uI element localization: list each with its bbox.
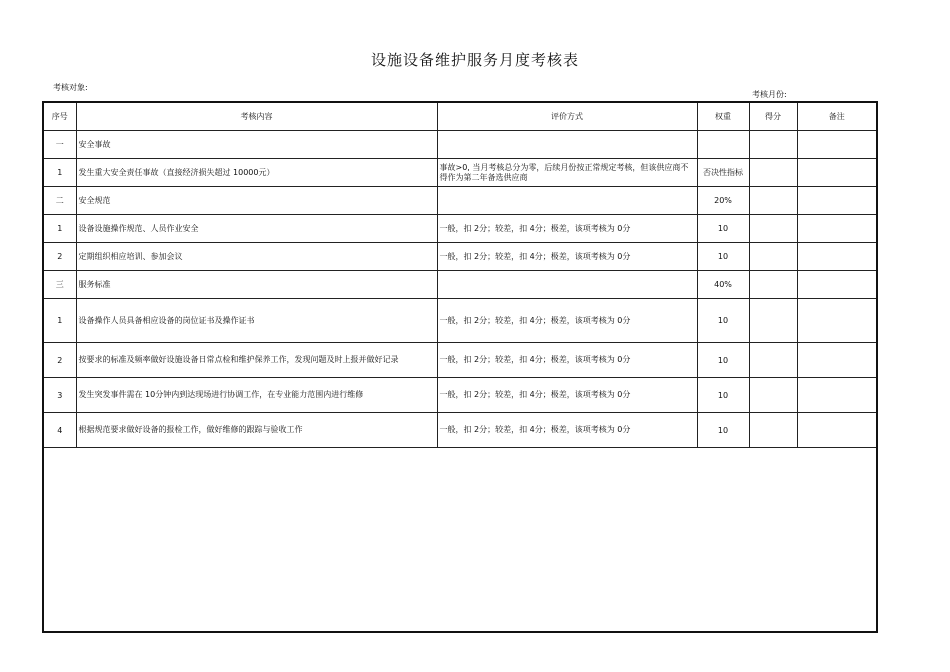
row-content: 设备设施操作规范、人员作业安全 bbox=[76, 215, 437, 243]
table-row bbox=[43, 131, 877, 159]
row-score[interactable] bbox=[749, 378, 797, 413]
row-method: 一般，扣 2分；较差，扣 4分；极差，该项考核为 0分 bbox=[437, 215, 697, 243]
row-no: 4 bbox=[43, 413, 76, 448]
table-header-row bbox=[43, 102, 877, 131]
assessment-month-label: 考核月份: bbox=[752, 90, 787, 99]
table-row bbox=[43, 271, 877, 299]
row-remark[interactable] bbox=[797, 299, 877, 343]
row-score[interactable] bbox=[749, 187, 797, 215]
row-score[interactable] bbox=[749, 131, 797, 159]
row-no: 1 bbox=[43, 159, 76, 187]
row-weight: 10 bbox=[697, 243, 749, 271]
row-method: 一般，扣 2分；较差，扣 4分；极差，该项考核为 0分 bbox=[437, 343, 697, 378]
row-score[interactable] bbox=[749, 159, 797, 187]
empty-area-row bbox=[43, 448, 877, 633]
row-method bbox=[437, 271, 697, 299]
row-no: 二 bbox=[43, 187, 76, 215]
row-no: 2 bbox=[43, 343, 76, 378]
row-method: 一般，扣 2分；较差，扣 4分；极差，该项考核为 0分 bbox=[437, 243, 697, 271]
row-no: 1 bbox=[43, 215, 76, 243]
empty-area bbox=[43, 448, 877, 633]
row-weight: 10 bbox=[697, 299, 749, 343]
row-method: 一般，扣 2分；较差，扣 4分；极差，该项考核为 0分 bbox=[437, 378, 697, 413]
header-score: 得分 bbox=[749, 102, 797, 131]
row-remark[interactable] bbox=[797, 271, 877, 299]
table-row bbox=[43, 159, 877, 187]
row-method: 事故>0, 当月考核总分为零，后续月份按正常规定考核，但该供应商不得作为第二年备选供应商 bbox=[437, 159, 697, 187]
row-content: 定期组织相应培训、参加会议 bbox=[76, 243, 437, 271]
row-content: 设备操作人员具备相应设备的岗位证书及操作证书 bbox=[76, 299, 437, 343]
row-remark[interactable] bbox=[797, 243, 877, 271]
row-method: 一般，扣 2分；较差，扣 4分；极差，该项考核为 0分 bbox=[437, 299, 697, 343]
row-content: 安全规范 bbox=[76, 187, 437, 215]
row-weight: 10 bbox=[697, 378, 749, 413]
row-method: 一般，扣 2分；较差，扣 4分；极差，该项考核为 0分 bbox=[437, 413, 697, 448]
table-row bbox=[43, 413, 877, 448]
row-content: 发生突发事件需在 10分钟内到达现场进行协调工作，在专业能力范围内进行维修 bbox=[76, 378, 437, 413]
table-row bbox=[43, 378, 877, 413]
assessment-table bbox=[42, 101, 878, 633]
table-row bbox=[43, 243, 877, 271]
header-content: 考核内容 bbox=[76, 102, 437, 131]
row-no: 1 bbox=[43, 299, 76, 343]
row-weight: 10 bbox=[697, 215, 749, 243]
row-content: 根据规范要求做好设备的报检工作，做好维修的跟踪与验收工作 bbox=[76, 413, 437, 448]
row-remark[interactable] bbox=[797, 343, 877, 378]
header-method: 评价方式 bbox=[437, 102, 697, 131]
row-no: 3 bbox=[43, 378, 76, 413]
table-row bbox=[43, 187, 877, 215]
row-no: 一 bbox=[43, 131, 76, 159]
row-method bbox=[437, 131, 697, 159]
row-content: 按要求的标准及频率做好设施设备日常点检和维护保养工作，发现问题及时上报并做好记录 bbox=[76, 343, 437, 378]
header-weight: 权重 bbox=[697, 102, 749, 131]
table-row bbox=[43, 215, 877, 243]
table-row bbox=[43, 299, 877, 343]
row-remark[interactable] bbox=[797, 159, 877, 187]
row-remark[interactable] bbox=[797, 187, 877, 215]
row-remark[interactable] bbox=[797, 413, 877, 448]
row-content: 服务标准 bbox=[76, 271, 437, 299]
row-no: 三 bbox=[43, 271, 76, 299]
row-score[interactable] bbox=[749, 271, 797, 299]
page-title: 设施设备维护服务月度考核表 bbox=[370, 51, 579, 69]
row-remark[interactable] bbox=[797, 131, 877, 159]
table-row bbox=[43, 343, 877, 378]
row-score[interactable] bbox=[749, 215, 797, 243]
header-remark: 备注 bbox=[797, 102, 877, 131]
row-weight: 否决性指标 bbox=[697, 159, 749, 187]
row-score[interactable] bbox=[749, 243, 797, 271]
row-weight: 10 bbox=[697, 413, 749, 448]
row-score[interactable] bbox=[749, 299, 797, 343]
row-remark[interactable] bbox=[797, 215, 877, 243]
row-no: 2 bbox=[43, 243, 76, 271]
row-weight: 10 bbox=[697, 343, 749, 378]
row-weight: 20% bbox=[697, 187, 749, 215]
row-remark[interactable] bbox=[797, 378, 877, 413]
row-score[interactable] bbox=[749, 343, 797, 378]
header-no: 序号 bbox=[43, 102, 76, 131]
row-method bbox=[437, 187, 697, 215]
row-content: 安全事故 bbox=[76, 131, 437, 159]
row-content: 发生重大安全责任事故（直接经济损失超过 10000元） bbox=[76, 159, 437, 187]
row-weight: 40% bbox=[697, 271, 749, 299]
assessment-target-label: 考核对象: bbox=[53, 83, 88, 92]
row-weight bbox=[697, 131, 749, 159]
row-score[interactable] bbox=[749, 413, 797, 448]
